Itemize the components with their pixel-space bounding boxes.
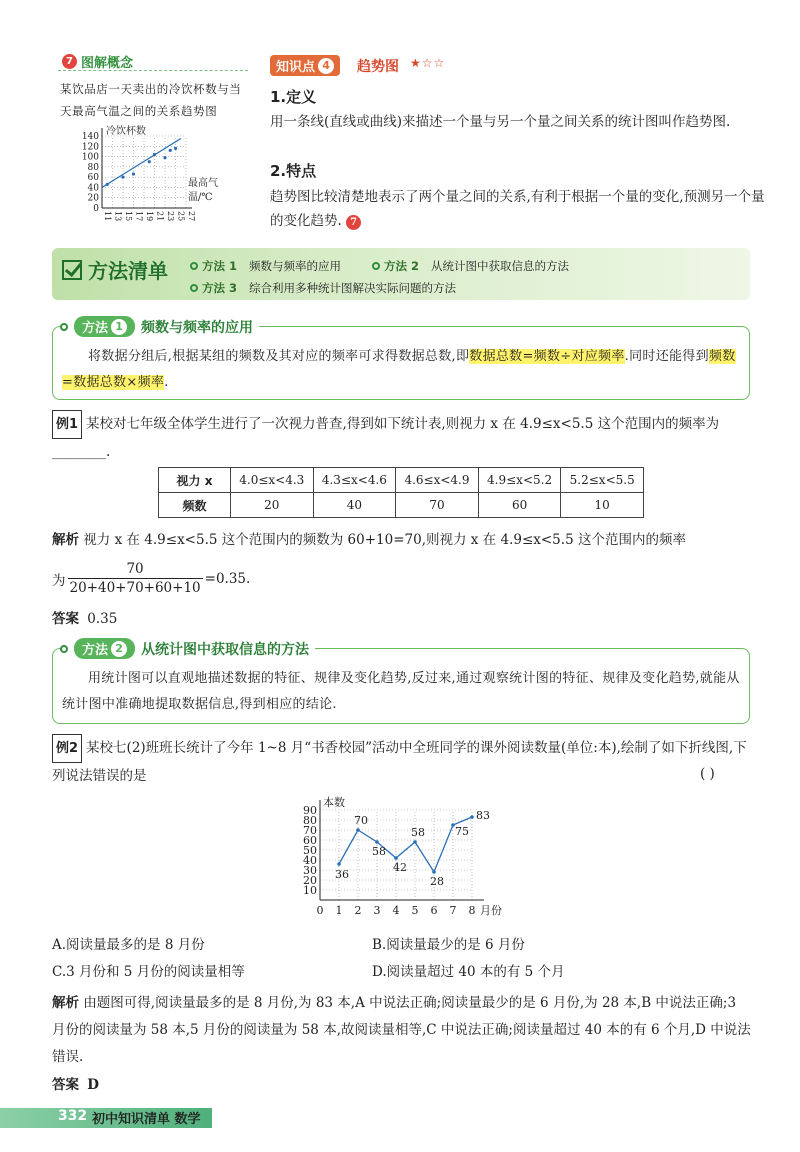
x-tick-label: 0 xyxy=(316,904,324,917)
y-tick-label: 70 xyxy=(303,824,317,837)
y-tick-label: 100 xyxy=(81,152,99,163)
analysis-label: 解析 xyxy=(52,995,79,1011)
banner-item-text: 频数与频率的应用 xyxy=(249,259,342,273)
feature-text-body: 趋势图比较清楚地表示了两个量之间的关系,有利于根据一个量的变化,预测另一个量的变化趋势. xyxy=(270,189,765,229)
y-tick-label: 90 xyxy=(303,804,317,817)
method2-heading xyxy=(60,638,315,659)
example2-question-text: 某校七(2)班班长统计了今年 1~8 月“书香校园”活动中全班同学的课外阅读数量(单位:本),绘制了如下折线图,下列说法错误的是 xyxy=(52,740,747,784)
table-cell: 4.3≤x<4.6 xyxy=(313,468,396,493)
data-label: 42 xyxy=(393,861,407,874)
x-tick-label: 6 xyxy=(430,904,438,917)
data-point xyxy=(169,149,172,152)
data-point xyxy=(106,183,109,186)
data-point xyxy=(432,870,436,874)
table-cell: 4.6≤x<4.9 xyxy=(396,468,479,493)
table-cell: 20 xyxy=(231,493,314,518)
y-tick-label: 0 xyxy=(93,204,99,214)
example2-question xyxy=(52,734,752,790)
y-tick-label: 60 xyxy=(303,834,317,847)
bullet-icon xyxy=(60,645,68,653)
option-b: B.阅读量最少的是 6 月份 xyxy=(372,937,525,953)
method1-highlight-b: 频数=数据总数×频率 xyxy=(62,349,736,390)
trend-chart xyxy=(58,124,258,228)
answer-label: 答案 xyxy=(52,611,79,627)
concept-heading xyxy=(62,52,133,71)
bullet-icon xyxy=(372,262,380,270)
data-point xyxy=(174,147,177,150)
fraction-numerator: 70 xyxy=(126,561,144,577)
x-axis-label: 温/℃ xyxy=(188,192,213,203)
page-number: 332 xyxy=(58,1108,88,1124)
y-tick-label: 80 xyxy=(303,814,317,827)
table-row xyxy=(159,468,644,493)
reading-line-chart xyxy=(290,788,530,928)
data-point xyxy=(394,856,398,860)
answer-value: D xyxy=(87,1077,100,1093)
concept-text: 某饮品店一天卖出的冷饮杯数与当天最高气温之间的关系趋势图 xyxy=(60,82,242,118)
method1-tag-label: 方法 xyxy=(82,321,109,336)
data-point xyxy=(337,862,341,866)
option-c: C.3 月份和 5 月份的阅读量相等 xyxy=(52,964,245,980)
x-tick-label: 15 xyxy=(124,211,133,222)
table-cell: 70 xyxy=(396,493,479,518)
knowledge-point-tag xyxy=(270,55,340,76)
banner-item-3 xyxy=(190,280,456,296)
y-axis-label: 冷饮杯数 xyxy=(106,126,146,137)
banner-item-method: 方法 1 xyxy=(202,259,238,273)
fraction-prefix: 为 xyxy=(52,572,66,589)
method2-title: 从统计图中获取信息的方法 xyxy=(141,641,310,658)
table-cell: 频数 xyxy=(159,493,231,518)
banner-item-method: 方法 3 xyxy=(202,281,238,295)
method1-number: 1 xyxy=(111,319,127,335)
y-axis-label: 本数 xyxy=(323,796,345,809)
table-cell: 60 xyxy=(478,493,561,518)
data-label: 58 xyxy=(372,845,386,858)
example1-fraction xyxy=(52,560,250,597)
x-tick-label: 23 xyxy=(166,211,175,222)
definition-text: 用一条线(直线或曲线)来描述一个量与另一个量之间关系的统计图叫作趋势图. xyxy=(270,114,731,130)
method1-text xyxy=(62,344,742,396)
x-tick-label: 25 xyxy=(176,211,186,222)
data-point xyxy=(121,176,124,179)
banner-item-text: 从统计图中获取信息的方法 xyxy=(431,259,570,273)
answer-label: 答案 xyxy=(52,1077,79,1093)
analysis-text: 由题图可得,阅读量最多的是 8 月份,为 83 本,A 中说法正确;阅读量最少的是 6 月份,为 28 本,B 中说法正确;3 月份的阅读量为 58 本,5 月份的阅读量为 58 本,故阅读量相等,C 中说法正确;阅读量超过 40 本的有 6 个月,D 中说法错误. xyxy=(52,995,751,1065)
x-tick-label: 13 xyxy=(113,211,123,222)
banner-item-text: 综合利用多种统计图解决实际问题的方法 xyxy=(249,281,457,295)
kp-number: 4 xyxy=(318,58,334,74)
example1-question-text: 某校对七年级全体学生进行了一次视力普查,得到如下统计表,则视力 x 在 4.9≤x<5.5 这个范围内的频率为________. xyxy=(52,416,720,460)
x-tick-label: 17 xyxy=(134,211,144,222)
y-tick-label: 30 xyxy=(303,864,317,877)
example1-analysis xyxy=(52,527,752,554)
method-list-title: 方法清单 xyxy=(88,259,168,283)
footer-title: 初中知识清单 数学 xyxy=(92,1112,201,1127)
feature-heading: 2.特点 xyxy=(270,162,317,180)
definition-heading: 1.定义 xyxy=(270,88,317,106)
option-d: D.阅读量超过 40 本的有 5 个月 xyxy=(372,964,565,980)
table-cell: 4.0≤x<4.3 xyxy=(231,468,314,493)
y-tick-label: 140 xyxy=(81,132,99,142)
data-point xyxy=(148,160,151,163)
trend-line xyxy=(102,139,181,188)
example2-label: 例2 xyxy=(52,734,82,763)
y-tick-label: 120 xyxy=(81,142,99,153)
data-point xyxy=(413,840,417,844)
data-label: 83 xyxy=(476,809,490,822)
data-point xyxy=(153,153,156,156)
data-point xyxy=(375,840,379,844)
bullet-icon xyxy=(60,323,68,331)
data-label: 36 xyxy=(335,868,349,881)
feature-text xyxy=(270,185,770,233)
kp-tag-label: 知识点 xyxy=(276,60,316,75)
bullet-icon xyxy=(190,284,198,292)
data-point xyxy=(356,828,360,832)
banner-item-method: 方法 2 xyxy=(384,259,420,273)
example2-answer xyxy=(52,1072,99,1099)
method1-heading xyxy=(60,316,259,337)
data-point xyxy=(163,156,166,159)
x-tick-label: 11 xyxy=(103,211,112,222)
method1-tag xyxy=(74,316,135,337)
fraction xyxy=(68,560,203,597)
answer-value: 0.35 xyxy=(87,611,118,627)
banner-item-2 xyxy=(372,258,569,274)
example1-answer xyxy=(52,606,117,633)
example1-label: 例1 xyxy=(52,410,82,439)
table-cell: 视力 x xyxy=(159,468,231,493)
data-label: 58 xyxy=(411,826,425,839)
method1-text-a: 将数据分组后,根据某组的频数及其对应的频率可求得数据总数,即 xyxy=(88,349,470,364)
bullet-icon xyxy=(190,262,198,270)
y-tick-label: 80 xyxy=(87,162,99,173)
method1-title: 频数与频率的应用 xyxy=(141,319,254,336)
y-tick-label: 20 xyxy=(87,193,99,204)
x-tick-label: 8 xyxy=(468,904,476,917)
banner-item-1 xyxy=(190,258,341,274)
x-tick-label: 7 xyxy=(449,904,457,917)
data-label: 70 xyxy=(354,814,368,827)
x-axis-label: 最高气 xyxy=(188,178,218,189)
x-tick-label: 5 xyxy=(411,904,419,917)
answer-paren: ( ) xyxy=(700,766,715,782)
x-tick-label: 2 xyxy=(354,904,362,917)
data-point xyxy=(132,172,135,175)
method1-highlight-a: 数据总数=频数÷对应频率 xyxy=(469,349,625,364)
y-tick-label: 20 xyxy=(303,874,317,887)
example1-question xyxy=(52,410,752,466)
x-axis-label: 月份 xyxy=(480,904,502,917)
table-cell: 4.9≤x<5.2 xyxy=(478,468,561,493)
data-label: 75 xyxy=(455,825,469,838)
concept-badge: 7 xyxy=(62,54,77,69)
example2-analysis xyxy=(52,990,752,1071)
y-tick-label: 40 xyxy=(87,183,99,194)
y-tick-label: 60 xyxy=(87,173,99,184)
y-tick-label: 40 xyxy=(303,854,317,867)
x-tick-label: 4 xyxy=(392,904,400,917)
analysis-text: 视力 x 在 4.9≤x<5.5 这个范围内的频数为 60+10=70,则视力 x 在 4.9≤x<5.5 这个范围内的频率 xyxy=(83,532,686,548)
x-tick-label: 27 xyxy=(187,211,196,222)
table-cell: 40 xyxy=(313,493,396,518)
method1-text-b: .同时还能得到 xyxy=(624,349,709,364)
kp-stars: ★☆☆ xyxy=(410,56,446,70)
method1-text-c: . xyxy=(164,375,169,390)
data-label: 28 xyxy=(430,875,444,888)
x-tick-label: 19 xyxy=(145,211,154,222)
checkbox-icon xyxy=(62,260,82,280)
x-tick-label: 21 xyxy=(155,211,165,222)
table-cell: 10 xyxy=(561,493,644,518)
table-cell: 5.2≤x<5.5 xyxy=(561,468,644,493)
concept-title: 图解概念 xyxy=(81,56,134,71)
x-tick-label: 3 xyxy=(373,904,381,917)
method2-text: 用统计图可以直观地描述数据的特征、规律及变化趋势,反过来,通过观察统计图的特征、规律及变化趋势,就能从统计图中准确地提取数据信息,得到相应的结论. xyxy=(62,671,740,712)
vision-table xyxy=(158,467,644,518)
option-a: A.阅读量最多的是 8 月份 xyxy=(52,937,205,953)
method2-tag-label: 方法 xyxy=(82,643,109,658)
method2-tag xyxy=(74,638,135,659)
x-tick-label: 1 xyxy=(335,904,343,917)
analysis-label: 解析 xyxy=(52,532,79,548)
fraction-result: =0.35. xyxy=(204,570,251,587)
method2-number: 2 xyxy=(111,641,127,657)
feature-badge: 7 xyxy=(346,215,361,230)
y-tick-label: 10 xyxy=(303,884,317,897)
table-row xyxy=(159,493,644,518)
y-tick-label: 50 xyxy=(303,844,317,857)
fraction-denominator: 20+40+70+60+10 xyxy=(69,580,201,596)
data-point xyxy=(470,815,474,819)
method-list-title-wrap xyxy=(62,255,168,284)
kp-title: 趋势图 xyxy=(357,59,399,75)
